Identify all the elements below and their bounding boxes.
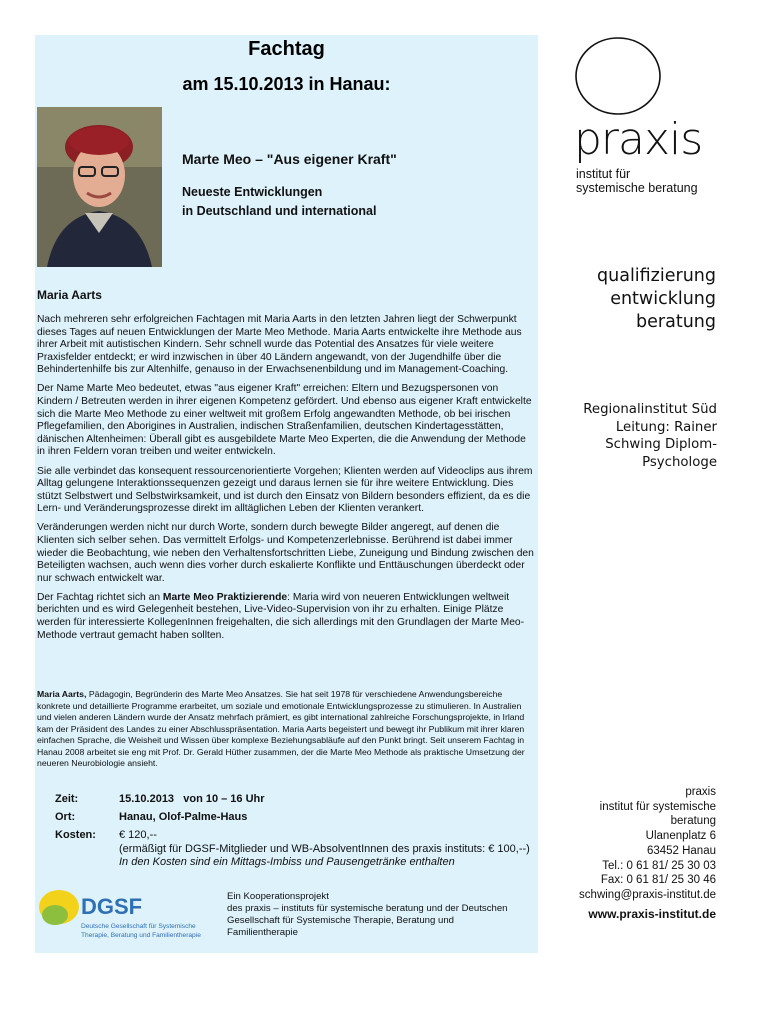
text-span: : Maria wird von neueren Entwicklungen weltweit berichten und es wird Gelegenheit bestehen, Live-Video-Supervision von ihr zu erhalten. Einige Plätze werden für interessierte KollegenInnen freigehalten, die sich allerdings mit den Grundlagen der Marte Meo-Methode vertraut gemacht haben sollten. xyxy=(37,591,525,641)
tagline-line: entwicklung xyxy=(610,289,716,309)
cooperation-line2: des praxis – instituts für systemische beratung und der Deutschen Gesellschaft für Systemische Therapie, Beratung und Familientherapie xyxy=(227,903,508,938)
region-line: Regionalinstitut Süd xyxy=(583,402,717,417)
kosten-label: Kosten: xyxy=(55,829,96,841)
paragraph: Sie alle verbindet das konsequent ressourcenorientierte Vorgehen; Klienten werden auf Videoclips aus ihrem Alltag gelungene Interaktionssequenzen gezeigt und daraus lernen sie für ihre weitere Entwicklung. Dies stützt Selbstwert und Selbstwirksamkeit, und ist durch den Einsatz von Bildern besonders effizient, da es die Lern- und Veränderungsprozesse direkt im alltäglichen Leben der Klienten verankert. xyxy=(37,465,533,515)
paragraph: Der Name Marte Meo bedeutet, etwas "aus eigener Kraft" erreichen: Eltern und Bezugspersonen von Kindern / Betreuten werden in ihrer eigenen Kompetenz gefördert. Und ebenso aus eigener Kraft entwickelte sich die Marte Meo Methode zu einer weltweit mit großem Erfolg angewandten Methode, ob bei irischen Pflegefamilien, den Aborigines in Australien, indischen Straßenfamilien, deutschen Kindertagesstätten, dänischen Altenheimen: Überall gibt es ausgebildete Marte Meo Experten, die die Anwendung der Methode in ihren Feldern voran treiben und weiter entwickeln. xyxy=(37,383,532,458)
tagline-line: beratung xyxy=(636,312,716,332)
fax: Fax: 0 61 81/ 25 30 46 xyxy=(600,874,716,887)
email-link[interactable]: schwing@praxis-institut.de xyxy=(579,888,716,901)
event-date-heading: am 15.10.2013 in Hanau: xyxy=(182,74,391,94)
zeit-value xyxy=(119,793,539,807)
ort-label: Ort: xyxy=(55,811,76,823)
phone: Tel.: 0 61 81/ 25 30 03 xyxy=(602,859,716,872)
website-link[interactable]: www.praxis-institut.de xyxy=(588,907,716,921)
speaker-name: Maria Aarts xyxy=(37,288,102,302)
paragraph xyxy=(37,592,535,642)
speaker-bio xyxy=(37,689,535,770)
dgsf-acronym: DGSF xyxy=(81,894,143,919)
paragraph: Nach mehreren sehr erfolgreichen Fachtagen mit Maria Aarts in den letzten Jahren liegt der Schwerpunkt dieses Tages auf neuen Entwicklungen der Marte Meo Methode. Maria Aarts entwickelte ihre Methode aus ihrer Arbeit mit autistischen Kindern. Sehr schnell wurde das Potential des Ansatzes für viele weitere Praxisfelder entdeckt; er wird inzwischen in über 40 Ländern angewandt, von der Jugendhilfe über die Behindertenhilfe bis zur Altenhilfe, genauso in der Erwachsenenbildung und im Management-Coaching. xyxy=(37,314,522,376)
zeit-label: Zeit: xyxy=(55,793,79,805)
event-subline xyxy=(182,183,376,221)
address-line: Ulanenplatz 6 xyxy=(645,830,716,843)
regional-institute xyxy=(545,401,717,471)
tagline xyxy=(548,265,716,334)
contact-address xyxy=(550,785,716,903)
target-audience: Marte Meo Praktizierende xyxy=(162,591,288,603)
logo-sub1: institut für xyxy=(576,167,631,181)
tagline-line: qualifizierung xyxy=(597,266,716,286)
text-span: Der Fachtag richtet sich an xyxy=(37,591,163,603)
bio-name: Maria Aarts, xyxy=(37,689,87,699)
address-line: praxis xyxy=(685,786,716,798)
event-subtitle: Marte Meo – "Aus eigener Kraft" xyxy=(182,151,397,167)
region-line: Schwing Diplom- xyxy=(605,437,717,452)
praxis-logo xyxy=(560,30,730,205)
kosten-price: € 120,-- xyxy=(119,829,157,841)
address-line: beratung xyxy=(670,815,716,828)
subline-2: in Deutschland und international xyxy=(182,204,377,218)
region-line: Psychologe xyxy=(642,454,717,470)
body-text xyxy=(37,314,535,649)
cooperation-note xyxy=(227,891,527,939)
speaker-photo xyxy=(37,107,162,267)
page-title: Fachtag xyxy=(248,38,325,60)
address-line: 63452 Hanau xyxy=(646,844,716,857)
kosten-value xyxy=(119,829,539,870)
region-line: Leitung: Rainer xyxy=(615,419,717,435)
logo-word: praxis xyxy=(574,114,703,165)
ort-value: Hanau, Olof-Palme-Haus xyxy=(119,811,248,823)
paragraph: Veränderungen werden nicht nur durch Worte, sondern durch bewegte Bilder angeregt, auf denen die Klienten sich selber sehen. Das vermittelt Erfolgs- und Kompetenzerlebnisse. Berührend ist dabei immer wieder die Beobachtung, wie neben den Verhaltensfortschritten Liebe, Zuneigung und Bindung zwischen den Beteiligten wachsen, auch wenn dies vorher durch eskalierte Konflikte und Enttäuschungen überdeckt oder nur schwach entwickelt war. xyxy=(37,522,534,584)
dgsf-line2: Therapie, Beratung und Familientherapie xyxy=(81,932,201,939)
zeit-date: 15.10.2013 xyxy=(119,793,175,805)
dgsf-line1: Deutsche Gesellschaft für Systemische xyxy=(81,923,196,930)
bio-text: Pädagogin, Begründerin des Marte Meo Ansatzes. Sie hat seit 1978 für verschiedene Anwendungsbereiche konkrete und detaillierte Programme erarbeitet, um soziale und emotionale Entwicklungsprozesse zu stimulieren. In Australien und vielen anderen Ländern wurde der Ansatz mehrfach prämiert, es gibt international zahlreiche Forschungsprojekte, in Irland kam der Präsident des Landes zu einer Abschlusspräsentation. Maria Aarts begeistert und bewegt ihr Publikum mit ihrer klaren einfachen Sprache, die Weisheit und Wissen über komplexe Beziehungsabläufe auf den Punkt bringt. Seit unserem Fachtag in Hanau 2008 arbeitet sie eng mit Prof. Dr. Gerald Hüther zusammen, der die Marte Meo Methode als praktische Umsetzung der neueren Neurobiologie ansieht. xyxy=(37,689,525,768)
zeit-time: von 10 – 16 Uhr xyxy=(183,793,265,805)
kosten-reduced: (ermäßigt für DGSF-Mitglieder und WB-AbsolventInnen des praxis instituts: € 100,--) xyxy=(119,842,530,855)
cooperation-line1: Ein Kooperationsprojekt xyxy=(227,891,329,902)
kosten-included: In den Kosten sind ein Mittags-Imbiss und Pausengetränke enthalten xyxy=(119,856,455,868)
subline-1: Neueste Entwicklungen xyxy=(182,185,323,199)
logo-sub2: systemische beratung xyxy=(576,181,698,195)
address-line: institut für systemische xyxy=(599,800,716,813)
dgsf-logo xyxy=(37,885,217,943)
